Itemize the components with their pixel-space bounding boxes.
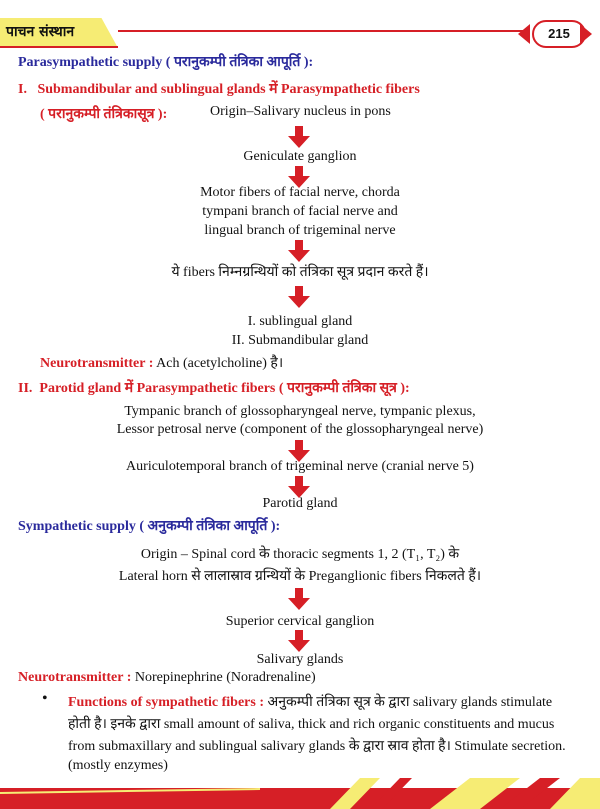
functions-label: Functions of sympathetic fibers : xyxy=(68,695,264,710)
down-arrow-icon xyxy=(288,630,310,652)
origin-text: Origin–Salivary nucleus in pons xyxy=(210,104,391,119)
functions-line-2: होती है। इनके द्वारा small amount of saliva, thick and rich organic constituents and mucus xyxy=(68,717,555,732)
down-arrow-icon xyxy=(288,476,310,498)
parotid-line-1: Tympanic branch of glossopharyngeal nerve, tympanic plexus, xyxy=(124,404,476,419)
section-1-title: I. Submandibular and sublingual glands में Parasympathetic fibers xyxy=(18,82,420,97)
neurotransmitter-label: Neurotransmitter : xyxy=(40,356,154,371)
motor-fibers-line-2: tympani branch of facial nerve and xyxy=(202,204,398,219)
section-2-title: II. Parotid gland में Parasympathetic fibers ( परानुकम्पी तंत्रिका सूत्र ): xyxy=(18,381,410,396)
neurotransmitter-value: Norepinephrine (Noradrenaline) xyxy=(131,670,316,685)
down-arrow-icon xyxy=(288,240,310,262)
neurotransmitter-value: Ach (acetylcholine) है। xyxy=(153,356,284,371)
motor-fibers-line-3: lingual branch of trigeminal nerve xyxy=(204,223,396,238)
section-1-sub-label: ( परानुकम्पी तंत्रिकासूत्र ): xyxy=(40,107,168,122)
parasympathetic-heading: Parasympathetic supply ( परानुकम्पी तंत्रिका आपूर्ति ): xyxy=(18,55,314,70)
functions-text-1: अनुकम्पी तंत्रिका सूत्र के द्वारा salivary glands stimulate xyxy=(264,695,553,710)
salivary-glands: Salivary glands xyxy=(256,652,344,667)
header-rule xyxy=(118,30,530,32)
sympathetic-origin-1: Origin – Spinal cord के thoracic segments 1, 2 (T₁, T₂) के xyxy=(140,547,460,562)
functions-line-4: (mostly enzymes) xyxy=(68,758,168,773)
down-arrow-icon xyxy=(288,286,310,308)
chapter-title: पाचन संस्थान xyxy=(6,24,75,40)
auriculotemporal-line: Auriculotemporal branch of trigeminal nerve (cranial nerve 5) xyxy=(126,459,474,474)
superior-cervical-ganglion: Superior cervical ganglion xyxy=(225,614,375,629)
footer-decoration xyxy=(0,778,600,809)
supply-text: ये fibers निम्नग्रन्थियों को तंत्रिका सूत्र प्रदान करते हैं। xyxy=(171,265,429,280)
geniculate-ganglion: Geniculate ganglion xyxy=(243,149,357,164)
neurotransmitter-line-2 xyxy=(18,670,316,686)
parotid-gland: Parotid gland xyxy=(262,496,338,511)
page-number: 215 xyxy=(532,20,586,48)
badge-left-arrow-icon xyxy=(518,24,530,44)
badge-right-arrow-icon xyxy=(580,24,592,44)
motor-fibers-line-1: Motor fibers of facial nerve, chorda xyxy=(200,185,400,200)
down-arrow-icon xyxy=(288,126,310,148)
header-rule-left xyxy=(0,46,118,48)
bullet-icon: • xyxy=(42,690,48,707)
neurotransmitter-label: Neurotransmitter : xyxy=(18,670,132,685)
gland-sublingual: I. sublingual gland xyxy=(247,314,353,329)
down-arrow-icon xyxy=(288,588,310,610)
functions-line-3: from submaxillary and sublingual salivary glands के द्वारा स्राव होता है। Stimulate secretion. xyxy=(68,739,566,754)
neurotransmitter-line-1 xyxy=(40,353,283,372)
parotid-line-2: Lessor petrosal nerve (component of the glossopharyngeal nerve) xyxy=(116,422,484,437)
sympathetic-heading: Sympathetic supply ( अनुकम्पी तंत्रिका आपूर्ति ): xyxy=(18,519,281,534)
sympathetic-origin-2: Lateral horn से लालास्राव ग्रन्थियों के Preganglionic fibers निकलते हैं। xyxy=(118,569,482,584)
functions-line-1 xyxy=(68,692,552,711)
gland-submandibular: II. Submandibular gland xyxy=(231,333,369,348)
